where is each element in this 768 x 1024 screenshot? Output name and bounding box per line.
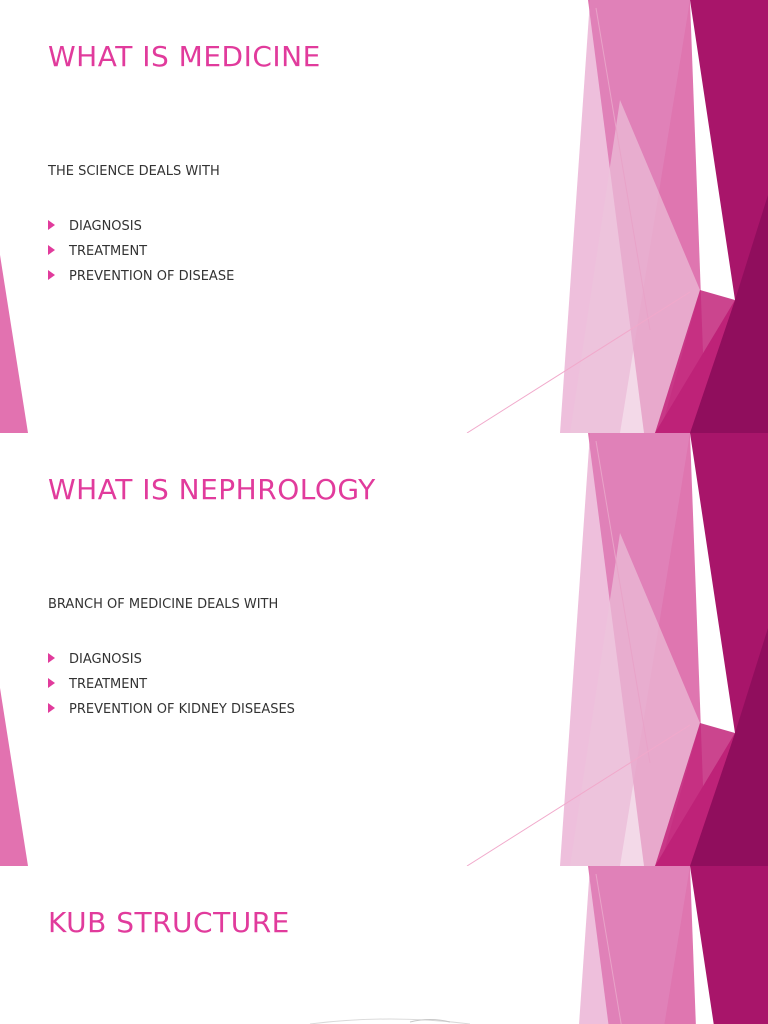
list-item-label: PREVENTION OF KIDNEY DISEASES (69, 702, 295, 717)
bullet-arrow-icon (48, 653, 55, 663)
slide-title: KUB STRUCTURE (48, 906, 290, 939)
slide-1 (0, 0, 768, 433)
list-item (48, 647, 295, 672)
slide-title: WHAT IS NEPHROLOGY (48, 473, 376, 506)
slide-title: WHAT IS MEDICINE (48, 40, 321, 73)
bullet-list (48, 214, 234, 289)
slide-3 (0, 866, 768, 1024)
bullet-arrow-icon (48, 678, 55, 688)
list-item (48, 239, 234, 264)
list-item-label: DIAGNOSIS (69, 652, 142, 667)
list-item (48, 214, 234, 239)
list-item (48, 264, 234, 289)
bullet-list (48, 647, 295, 722)
list-item-label: DIAGNOSIS (69, 219, 142, 234)
list-item (48, 697, 295, 722)
slide-2 (0, 433, 768, 866)
slide-intro-text: BRANCH OF MEDICINE DEALS WITH (48, 597, 279, 612)
slide-intro-text: THE SCIENCE DEALS WITH (48, 164, 220, 179)
bullet-arrow-icon (48, 245, 55, 255)
bullet-arrow-icon (48, 220, 55, 230)
list-item-label: PREVENTION OF DISEASE (69, 269, 235, 284)
list-item-label: TREATMENT (69, 677, 148, 692)
kub-diagram-partial (300, 1014, 480, 1024)
bullet-arrow-icon (48, 270, 55, 280)
bullet-arrow-icon (48, 703, 55, 713)
list-item (48, 672, 295, 697)
list-item-label: TREATMENT (69, 244, 148, 259)
decorative-facets (0, 866, 768, 1024)
